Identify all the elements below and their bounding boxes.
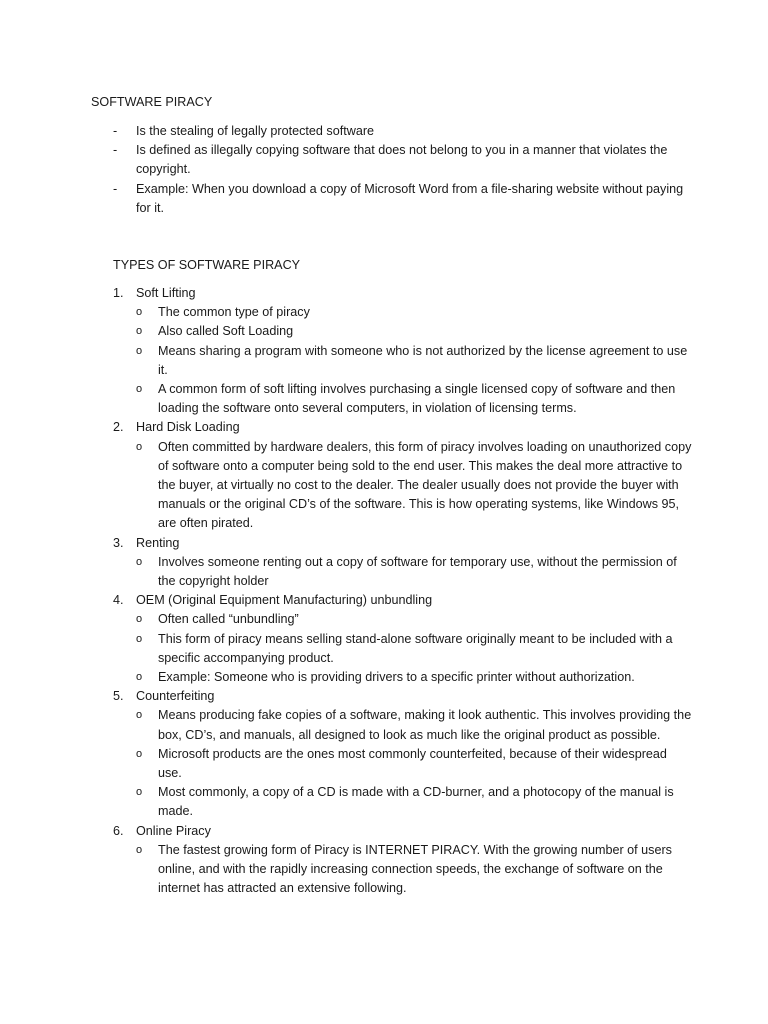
- sub-list-item: [113, 438, 693, 534]
- sub-item-text: Often called “unbundling”: [158, 612, 299, 627]
- sub-list-item: [113, 380, 693, 418]
- dash-bullet-icon: -: [113, 124, 118, 138]
- list-number: 4.: [113, 593, 124, 608]
- sub-item-text: Also called Soft Loading: [158, 324, 294, 339]
- list-number: 2.: [113, 420, 124, 435]
- circle-bullet-icon: o: [136, 843, 143, 856]
- circle-bullet-icon: o: [136, 344, 143, 357]
- sub-list-item: [113, 745, 693, 783]
- piracy-type-item: [113, 534, 693, 553]
- sub-list-wrapper: [113, 706, 693, 821]
- circle-bullet-icon: o: [136, 786, 143, 799]
- sub-list-wrapper: [113, 841, 693, 899]
- sub-item-text: The common type of piracy: [158, 305, 310, 320]
- sub-list-wrapper: [113, 610, 693, 687]
- list-item-text: Is the stealing of legally protected software: [136, 124, 375, 138]
- list-number: 1.: [113, 286, 124, 300]
- sub-list: [113, 706, 693, 821]
- sub-item-text: This form of piracy means selling stand-alone software originally meant to be included with a specific accompanying product.: [158, 631, 673, 665]
- dash-bullet-icon: -: [113, 143, 118, 158]
- sub-list: [113, 303, 693, 418]
- sub-list-item: [113, 610, 693, 629]
- piracy-type-name: Renting: [136, 535, 180, 550]
- piracy-type-name: Soft Lifting: [136, 286, 196, 300]
- piracy-type-name: Online Piracy: [136, 823, 211, 838]
- sub-list: [113, 438, 693, 534]
- list-number: 6.: [113, 823, 124, 838]
- circle-bullet-icon: o: [136, 440, 143, 453]
- sub-item-text: Means producing fake copies of a software, making it look authentic. This involves providing the box, CD’s, and manuals, all designed to look as much like the original product as possible.: [158, 708, 692, 742]
- sub-list-item: [113, 668, 693, 687]
- list-item: [113, 141, 693, 179]
- circle-bullet-icon: o: [136, 325, 143, 338]
- sub-list-item: [113, 342, 693, 380]
- sub-list-item: [113, 783, 693, 821]
- circle-bullet-icon: o: [136, 383, 143, 396]
- sub-list-item: [113, 553, 693, 591]
- sub-list: [113, 553, 693, 591]
- sub-item-text: A common form of soft lifting involves purchasing a single licensed copy of software and then loading the software onto several computers, in violation of licensing terms.: [158, 382, 676, 416]
- piracy-type-item: [113, 687, 693, 706]
- piracy-type-item: [113, 284, 693, 303]
- circle-bullet-icon: o: [136, 632, 143, 645]
- piracy-type-name: Counterfeiting: [136, 689, 215, 704]
- sub-list-wrapper: [113, 438, 693, 534]
- piracy-type-item: [113, 591, 693, 610]
- sub-list-item: [113, 706, 693, 744]
- sub-list-wrapper: [113, 553, 693, 591]
- section-heading: TYPES OF SOFTWARE PIRACY: [113, 258, 301, 272]
- list-item-text: Example: When you download a copy of Microsoft Word from a file-sharing website without paying for it.: [136, 181, 684, 215]
- sub-item-text: Involves someone renting out a copy of software for temporary use, without the permission of the copyright holder: [158, 554, 677, 589]
- page-title: SOFTWARE PIRACY: [91, 95, 213, 109]
- list-item: [113, 180, 693, 218]
- circle-bullet-icon: o: [136, 671, 143, 684]
- sub-item-text: Most commonly, a copy of a CD is made with a CD-burner, and a photocopy of the manual is made.: [158, 785, 674, 819]
- piracy-type-item: [113, 418, 693, 437]
- sub-item-text: Microsoft products are the ones most commonly counterfeited, because of their widespread use.: [158, 746, 667, 781]
- piracy-type-name: Hard Disk Loading: [136, 420, 240, 435]
- sub-list-item: [113, 322, 693, 341]
- piracy-type-item: [113, 822, 693, 841]
- definition-list: [113, 122, 693, 218]
- sub-item-text: Means sharing a program with someone who is not authorized by the license agreement to use it.: [158, 343, 688, 377]
- sub-list-wrapper: [113, 303, 693, 418]
- sub-list-item: [113, 303, 693, 322]
- circle-bullet-icon: o: [136, 613, 143, 626]
- sub-item-text: The fastest growing form of Piracy is INTERNET PIRACY. With the growing number of users online, and with the rapidly increasing connection speeds, the exchange of software on the internet has attracted an extensive following.: [158, 842, 672, 896]
- circle-bullet-icon: o: [136, 555, 143, 568]
- list-number: 5.: [113, 689, 124, 704]
- sub-list-item: [113, 841, 693, 899]
- sub-list-item: [113, 630, 693, 668]
- list-number: 3.: [113, 535, 124, 550]
- list-item-text: Is defined as illegally copying software that does not belong to you in a manner that violates the copyright.: [136, 143, 668, 177]
- sub-list: [113, 610, 693, 687]
- dash-bullet-icon: -: [113, 181, 118, 196]
- piracy-type-name: OEM (Original Equipment Manufacturing) unbundling: [136, 593, 433, 608]
- sub-item-text: Example: Someone who is providing drivers to a specific printer without authorization.: [158, 670, 635, 685]
- circle-bullet-icon: o: [136, 709, 143, 722]
- list-item: [113, 122, 693, 141]
- circle-bullet-icon: o: [136, 306, 143, 319]
- sub-list: [113, 841, 693, 899]
- piracy-types-list: [113, 284, 693, 899]
- circle-bullet-icon: o: [136, 747, 143, 760]
- sub-item-text: Often committed by hardware dealers, this form of piracy involves loading on unauthorized copy of software onto a computer being sold to the end user. This makes the deal more attractive to the buyer, at virtually no cost to the dealer. The dealer usually does not provide the buyer with manuals or the original CD’s of the software. This is how operating systems, like Windows 95, are often pirated.: [158, 439, 692, 531]
